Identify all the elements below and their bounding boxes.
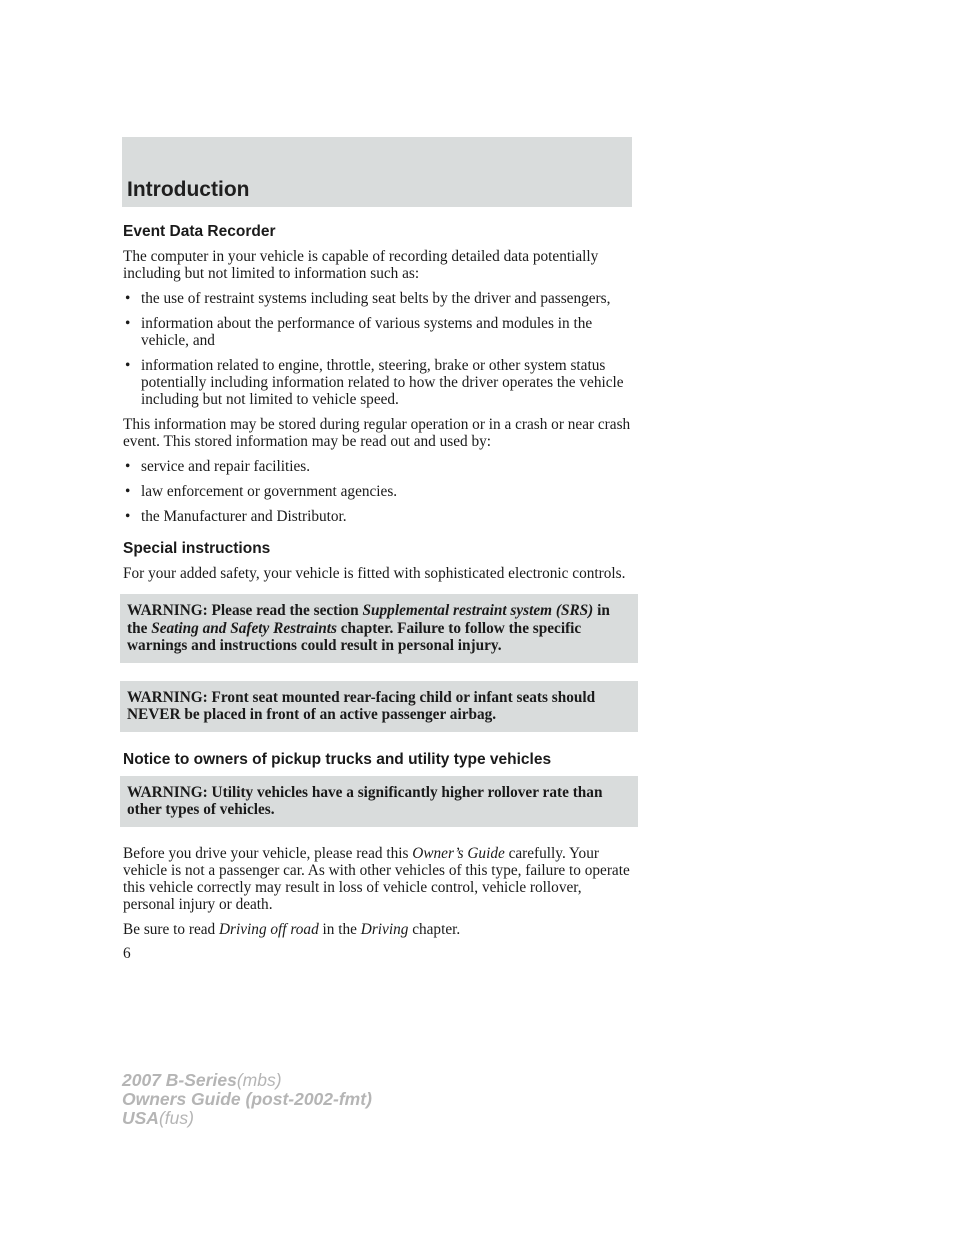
warning-box: WARNING: Please read the section Supplemental restraint system (SRS) in the Seating and Safety Restraints chapter. Failure to follow the specific warnings and instructions could result in personal injury. — [120, 594, 638, 663]
list-item: • the Manufacturer and Distributor. — [125, 508, 347, 525]
bullet-list — [123, 458, 635, 525]
document-footer: 2007 B-Series(mbs) Owners Guide (post-2002-fmt) USA(fus) — [122, 1070, 372, 1128]
heading-event-data-recorder: Event Data Recorder — [123, 223, 276, 240]
page-title: Introduction — [127, 178, 250, 201]
bullet-icon: • — [125, 290, 131, 307]
bullet-icon: • — [125, 483, 131, 500]
cross-reference: Driving off road — [219, 920, 319, 938]
heading-pickup-notice: Notice to owners of pickup trucks and utility type vehicles — [123, 750, 552, 768]
page-content — [123, 222, 635, 946]
warning-box: WARNING: Utility vehicles have a significantly higher rollover rate than other types of vehicles. — [120, 776, 638, 827]
bullet-icon: • — [125, 357, 131, 374]
bullet-list — [123, 290, 635, 408]
paragraph: For your added safety, your vehicle is fitted with sophisticated electronic controls. — [123, 565, 626, 582]
list-item: • information related to engine, throttle, steering, brake or other system status potentially including information related to how the driver operates the vehicle including but not limited to vehicle speed. — [125, 357, 624, 408]
bullet-icon: • — [125, 458, 131, 475]
list-item: • service and repair facilities. — [125, 458, 311, 475]
list-item: • law enforcement or government agencies. — [125, 483, 398, 500]
cross-reference: Owner’s Guide — [412, 844, 505, 862]
page-number: 6 — [123, 945, 131, 962]
paragraph: The computer in your vehicle is capable of recording detailed data potentially including but not limited to information such as: — [123, 248, 599, 282]
bullet-icon: • — [125, 508, 131, 525]
paragraph: Before you drive your vehicle, please read this Owner’s Guide carefully. Your vehicle is not a passenger car. As with other vehicles of this type, failure to operate this vehicle correctly may result in loss of vehicle control, vehicle rollover, personal injury or death. — [123, 844, 630, 913]
paragraph: Be sure to read Driving off road in the Driving chapter. — [123, 920, 461, 938]
cross-reference: Supplemental restraint system (SRS) — [362, 602, 594, 619]
list-item: • information about the performance of various systems and modules in the vehicle, and — [125, 315, 593, 349]
bullet-icon: • — [125, 315, 131, 332]
heading-special-instructions: Special instructions — [123, 540, 271, 557]
list-item: • the use of restraint systems including seat belts by the driver and passengers, — [125, 290, 611, 307]
warning-box: WARNING: Front seat mounted rear-facing child or infant seats should NEVER be placed in front of an active passenger airbag. — [120, 681, 638, 732]
cross-reference: Driving — [360, 920, 409, 938]
paragraph: This information may be stored during regular operation or in a crash or near crash event. This stored information may be read out and used by: — [123, 416, 631, 450]
cross-reference: Seating and Safety Restraints — [151, 619, 337, 637]
